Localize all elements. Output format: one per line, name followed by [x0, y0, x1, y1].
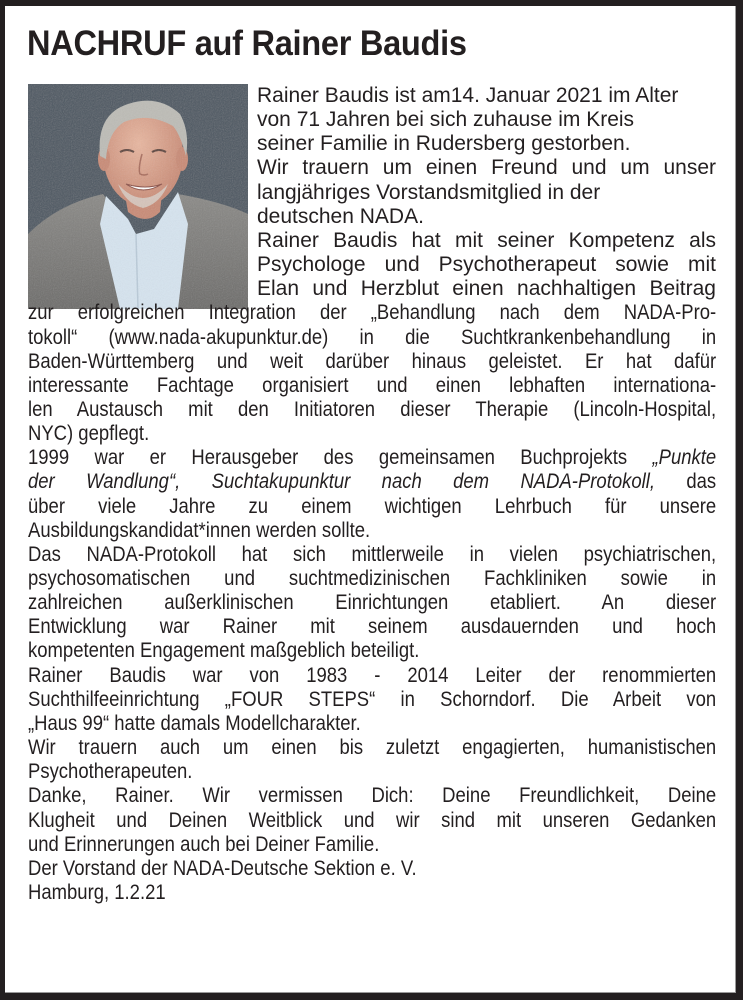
book-title-italic: der Wandlung“, Suchtakupunktur nach dem NADA-Protokoll,: [28, 470, 655, 494]
body-line: Wir trauern auch um einen bis zuletzt engagierten, humanistischen: [28, 736, 717, 760]
body-line: Baden-Württemberg und weit darüber hinaus geleistet. Er hat dafür: [28, 349, 717, 373]
body-line: Suchthilfeeinrichtung „FOUR STEPS“ in Schorndorf. Die Arbeit von: [28, 687, 717, 711]
body-line: tokoll“ (www.nada-akupunktur.de) in die Suchtkrankenbehandlung in: [28, 325, 717, 349]
body-line-text: 1999 war er Herausgeber des gemeinsamen Buchprojekts: [28, 446, 653, 470]
body-line: Klugheit und Deinen Weitblick und wir sind mit unseren Gedanken: [28, 808, 717, 832]
body-line: kompetenten Engagement maßgeblich beteiligt.: [28, 639, 420, 663]
signature-organization: Der Vorstand der NADA-Deutsche Sektion e. V.: [28, 856, 417, 880]
body-line: NYC) gepflegt.: [28, 422, 150, 446]
body-line: deutschen NADA.: [257, 204, 424, 228]
body-line: Rainer Baudis ist am14. Januar 2021 im Alter: [257, 84, 679, 107]
body-line: über viele Jahre zu einem wichtigen Lehrbuch für unsere: [28, 494, 717, 518]
body-line: [28, 446, 716, 470]
body-line: zahlreichen außerklinischen Einrichtungen etabliert. An dieser: [28, 591, 717, 615]
body-line: langjähriges Vorstandsmitglied in der: [257, 180, 601, 204]
signature-place-date: Hamburg, 1.2.21: [28, 880, 166, 904]
body-line: interessante Fachtage organisiert und einen lebhaften internationa-: [28, 373, 717, 397]
body-line-text: das: [654, 470, 717, 494]
body-line: von 71 Jahren bei sich zuhause im Kreis: [257, 108, 635, 132]
body-line: seiner Familie in Rudersberg gestorben.: [257, 132, 631, 156]
page-title: NACHRUF auf Rainer Baudis: [27, 24, 467, 63]
body-line: Elan und Herzblut einen nachhaltigen Beitrag: [257, 277, 716, 301]
body-line: Rainer Baudis war von 1983 - 2014 Leiter der renommierten: [28, 663, 717, 687]
body-line: zur erfolgreichen Integration der „Behandlung nach dem NADA-Pro-: [28, 301, 717, 325]
body-line: Rainer Baudis hat mit seiner Kompetenz als: [257, 228, 716, 252]
body-line: psychosomatischen und suchtmedizinischen Fachkliniken sowie in: [28, 567, 717, 590]
body-line: und Erinnerungen auch bei Deiner Familie.: [28, 832, 380, 856]
body-line: [28, 470, 716, 494]
body-line: Psychologe und Psychotherapeut sowie mit: [257, 253, 716, 277]
body-line: „Haus 99“ hatte damals Modellcharakter.: [28, 711, 361, 735]
body-line: Das NADA-Protokoll hat sich mittlerweile in vielen psychiatrischen,: [28, 542, 717, 566]
book-title-italic: „Punkte: [652, 446, 717, 470]
body-line: Psychotherapeuten.: [28, 760, 193, 784]
body-line: Ausbildungskandidat*innen werden sollte.: [28, 518, 371, 542]
body-line: Entwicklung war Rainer mit seinem ausdauernden und hoch: [28, 615, 717, 639]
body-line: len Austausch mit den Initiatoren dieser Therapie (Lincoln-Hospital,: [28, 397, 717, 421]
body-line: Wir trauern um einen Freund und um unser: [257, 156, 716, 180]
body-line: Danke, Rainer. Wir vermissen Dich: Deine Freundlichkeit, Deine: [28, 784, 717, 808]
